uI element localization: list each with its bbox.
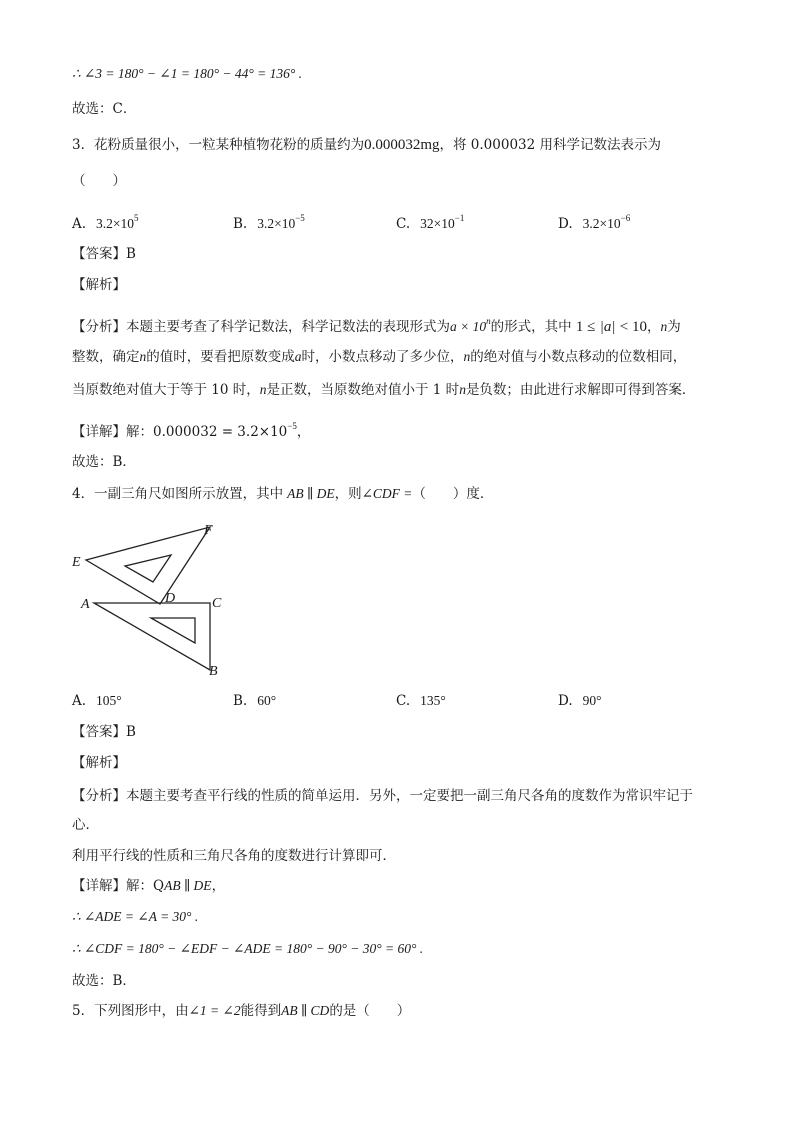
- option-value: 3.2×10: [257, 216, 296, 231]
- answer-label: 【答案】B: [72, 724, 136, 740]
- q4-jiexi: [72, 753, 126, 773]
- q3-analysis-line3: [72, 380, 695, 400]
- upper-triangle: [86, 527, 210, 604]
- option-exponent: −1: [454, 213, 465, 223]
- option-value: 60°: [257, 693, 277, 708]
- option-exponent: −5: [295, 213, 305, 223]
- q4-option-c: [396, 691, 446, 711]
- analysis-text: 【分析】本题主要考查了科学记数法，科学记数法的表现形式为: [72, 319, 450, 335]
- option-letter: D.: [558, 216, 573, 232]
- q4-answer: [72, 722, 136, 742]
- analysis-text: 整数，确定: [72, 349, 140, 365]
- label-c: C: [212, 596, 222, 611]
- choose-text: 故选：B．: [72, 973, 136, 989]
- angle-expr: ∠CDF =: [361, 486, 413, 501]
- q3-option-a: [72, 208, 139, 234]
- label-d: D: [165, 591, 176, 606]
- q3-jiexi: [72, 275, 126, 295]
- option-value: 90°: [582, 693, 602, 708]
- triangle-rulers-figure: [72, 515, 242, 685]
- prev-choose-line: [72, 99, 136, 119]
- analysis-text: 是负数；由此进行求解即可得到答案．: [465, 382, 696, 398]
- var-n: n: [660, 319, 668, 334]
- q5-stem: [72, 1001, 410, 1021]
- q3-choose: [72, 452, 136, 472]
- q4-option-b: [233, 691, 276, 711]
- q4-stem: [72, 484, 493, 504]
- parallel-expr: AB ∥ CD: [281, 1003, 330, 1018]
- inequality-right: < 10: [619, 319, 647, 335]
- q4-option-a: [72, 691, 122, 711]
- upper-triangle-inner: [125, 555, 171, 582]
- q4-analysis-line2: [72, 815, 99, 835]
- q3-answer: [72, 244, 136, 264]
- q4-option-d: [558, 691, 602, 711]
- option-value: 3.2×10: [582, 216, 621, 231]
- angle-equation: ∴ ∠3 = 180° − ∠1 = 180° − 44° = 136° .: [72, 66, 302, 81]
- lower-triangle: [94, 603, 210, 670]
- q4-detail: [72, 876, 225, 896]
- option-exponent: 5: [134, 213, 139, 223]
- option-letter: C.: [396, 693, 411, 709]
- detail-exponent: −5: [287, 421, 297, 431]
- q3-blank: （ ）: [72, 173, 126, 189]
- abs-a: |a|: [599, 319, 616, 335]
- option-letter: A.: [72, 216, 87, 232]
- analysis-heading: 【解析】: [72, 755, 126, 771]
- analysis-text: 【分析】本题主要考查平行线的性质的简单运用．另外，一定要把一副三角尺各角的度数作为常识牢记于: [72, 788, 693, 804]
- q5-stem-text: 能得到: [240, 1003, 282, 1019]
- option-letter: D.: [558, 693, 573, 709]
- inequality-left: 1 ≤: [575, 319, 596, 335]
- choose-text: 故选：C．: [72, 101, 137, 117]
- q3-stem: [72, 135, 661, 155]
- option-value: 3.2×10: [96, 216, 135, 231]
- analysis-heading: 【解析】: [72, 277, 126, 293]
- var-n: n: [463, 349, 471, 364]
- parallel-expr: AB ∥ DE: [164, 878, 212, 893]
- analysis-text: 时，小数点移动了多少位，: [301, 349, 464, 365]
- q4-method: [72, 846, 396, 866]
- prev-conclusion-line: [72, 64, 302, 84]
- q5-stem-text: 的是（ ）: [329, 1003, 411, 1019]
- q3-stem-mass: 0.000032mg: [364, 137, 440, 153]
- q5-stem-text: 5．下列图形中，由: [72, 1003, 189, 1019]
- q4-stem-text: ，则: [334, 486, 362, 502]
- option-value: 105°: [96, 693, 122, 708]
- q3-option-c: [396, 208, 464, 234]
- q3-stem-text-b: ，将 0.000032 用科学记数法表示为: [439, 137, 662, 153]
- var-n: n: [259, 382, 267, 397]
- q4-eq1: [72, 907, 198, 927]
- q3-analysis-line1: [72, 311, 681, 337]
- comma: ，: [211, 878, 226, 894]
- analysis-text: 当原数绝对值大于等于 10 时，: [72, 382, 260, 398]
- analysis-text: 是正数，当原数绝对值小于 1 时: [266, 382, 460, 398]
- var-a: a: [294, 349, 302, 364]
- analysis-text: 的绝对值与小数点移动的位数相同，: [470, 349, 687, 365]
- option-letter: C.: [396, 216, 411, 232]
- option-value: 32×10: [420, 216, 455, 231]
- choose-text: 故选：B．: [72, 454, 136, 470]
- analysis-text: 为: [667, 319, 681, 335]
- sci-notation-form: a × 10: [450, 319, 487, 334]
- analysis-text: 的值时，要看把原数变成: [146, 349, 295, 365]
- q3-paren: [72, 171, 126, 191]
- label-b: B: [209, 664, 218, 679]
- q3-option-d: [558, 208, 630, 234]
- q3-detail: [72, 416, 310, 442]
- option-letter: B.: [233, 216, 248, 232]
- label-f: F: [204, 523, 213, 538]
- label-e: E: [72, 555, 81, 570]
- detail-equation: 【详解】解：0.000032 = 3.2×10: [72, 424, 288, 440]
- var-n: n: [139, 349, 147, 364]
- parallel-expr: AB ∥ DE: [287, 486, 335, 501]
- q3-stem-text: 3．花粉质量很小，一粒某种植物花粉的质量约为: [72, 137, 365, 153]
- option-exponent: −6: [620, 213, 631, 223]
- q4-stem-text: 4．一副三角尺如图所示放置，其中: [72, 486, 284, 502]
- option-letter: B.: [233, 693, 248, 709]
- answer-label: 【答案】B: [72, 246, 136, 262]
- angle-equation: ∴ ∠ADE = ∠A = 30° .: [72, 909, 199, 924]
- detail-text: 【详解】解：Q: [72, 878, 165, 894]
- q3-option-b: [233, 208, 305, 234]
- var-n: n: [459, 382, 466, 397]
- analysis-text: 心．: [72, 817, 99, 833]
- comma: ，: [296, 424, 311, 440]
- q4-analysis-line1: [72, 786, 693, 806]
- comma: ，: [646, 319, 661, 335]
- angle-equation: ∴ ∠CDF = 180° − ∠EDF − ∠ADE = 180° − 90° − 30° = 60° .: [72, 941, 424, 956]
- option-letter: A.: [72, 693, 87, 709]
- option-value: 135°: [420, 693, 446, 708]
- sci-notation-exp: n: [486, 316, 491, 326]
- q4-eq2: [72, 939, 423, 959]
- analysis-text: 的形式，其中: [490, 319, 572, 335]
- q4-stem-text: （ ）度．: [412, 486, 494, 502]
- label-a: A: [81, 597, 90, 612]
- method-text: 利用平行线的性质和三角尺各角的度数进行计算即可．: [72, 848, 396, 864]
- q3-analysis-line2: [72, 347, 686, 367]
- angle-equality: ∠1 = ∠2: [188, 1003, 241, 1018]
- q4-choose: [72, 971, 136, 991]
